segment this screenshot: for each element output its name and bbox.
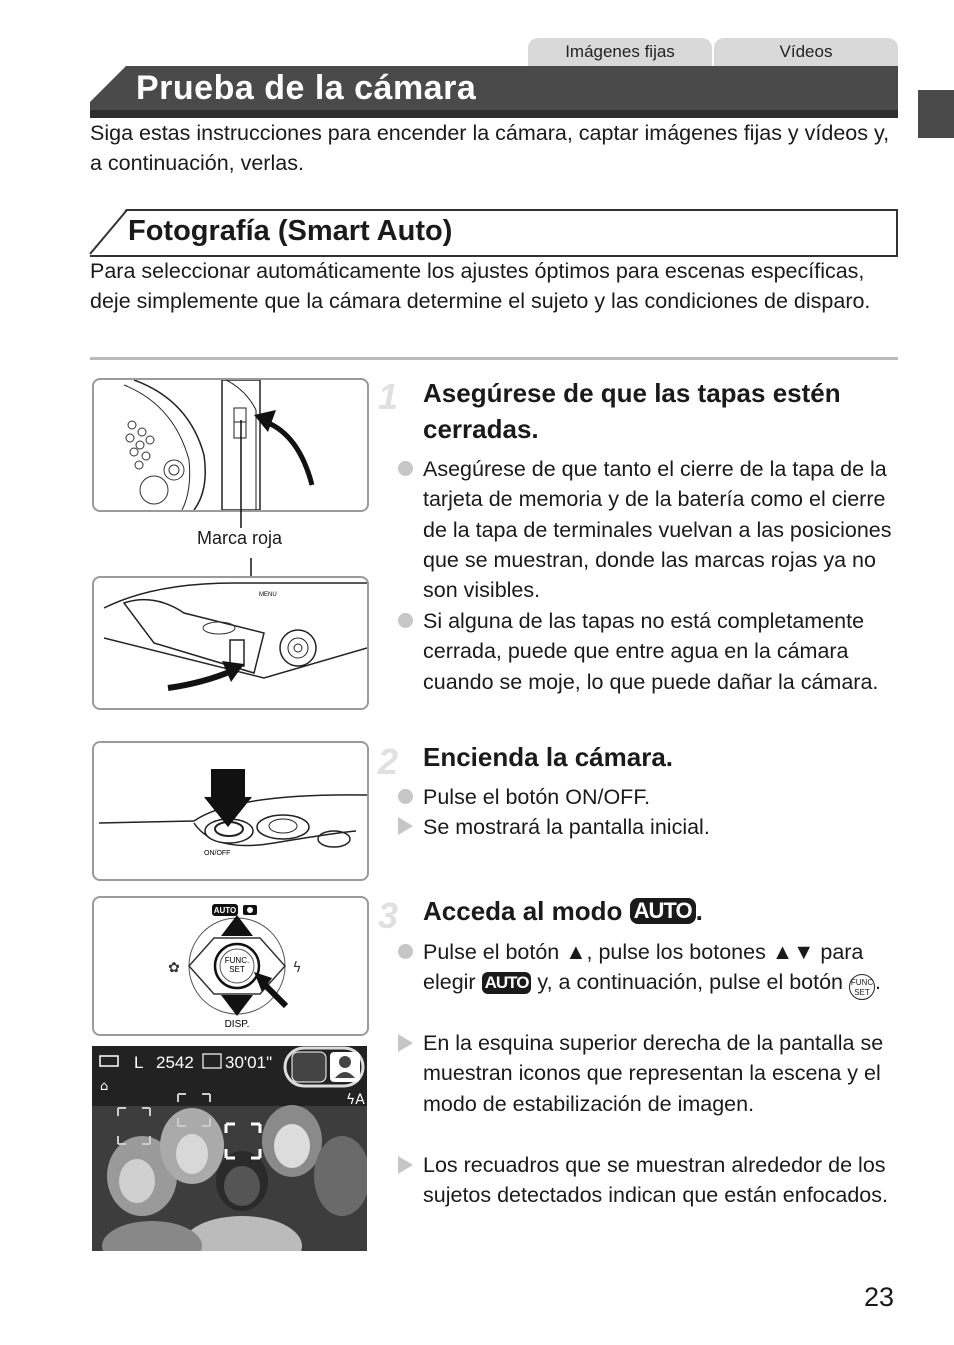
caption-red-mark: Marca roja [197,528,283,548]
up-down-arrows-icon: ▲▼ [771,940,815,964]
bullet-dot [398,944,413,959]
auto-mode-icon: AUTO [630,898,696,924]
step-2-title: Encienda la cámara. [423,742,674,772]
intro-text: Siga estas instrucciones para encender la cámara, captar imágenes fijas y vídeos y, a continuación, verlas. [90,121,890,175]
up-arrow-icon: ▲ [565,940,587,964]
svg-text:FUNC.: FUNC. [224,956,250,965]
figure-lcd-screen [92,1046,367,1251]
tab-still-images: Imágenes fijas [528,38,712,66]
figure-control-dial [92,896,369,1036]
dial-disp-label: DISP. [224,1019,250,1030]
step-1-item-2: Si alguna de las tapas no está completamente cerrada, puede que entre agua en la cámara cuando se moje, lo que puede dañar la cámara. [423,609,879,694]
section-title: Fotografía (Smart Auto) [128,215,453,247]
step-3-item-1: Pulse el botón ▲, pulse los botones ▲▼ para elegir AUTO y, a continuación, pulse el botón FUNC SET . [423,937,901,1000]
figure-onoff-button [92,741,369,881]
step-number-3: 3 [378,895,399,936]
bullet-triangle [398,1034,413,1052]
svg-text:✿: ✿ [168,960,180,976]
onoff-label: ON/OFF [204,850,231,857]
bullet-triangle [398,1156,413,1174]
step-2-item-2: Se mostrará la pantalla inicial. [423,815,710,839]
dial-auto-label: AUTO [213,906,237,915]
step-3-item-3: Los recuadros que se muestran alrededor de los sujetos detectados indican que están enfocados. [423,1153,888,1208]
bullet-dot [398,461,413,476]
svg-text:ϟ: ϟ [292,960,302,976]
step-number-1: 1 [378,376,399,417]
lcd-shots: 2542 [156,1053,194,1072]
lcd-time: 30'01" [225,1053,273,1072]
lcd-size: L [134,1053,144,1072]
menu-label: MENU [259,592,277,598]
page-title: Prueba de la cámara [136,69,477,107]
section-heading-box [90,209,898,257]
tab-videos: Vídeos [714,38,898,66]
chapter-side-tab [918,90,954,138]
bullet-dot [398,789,413,804]
bullet-triangle [398,817,413,835]
step-2-item-1: Pulse el botón ON/OFF. [423,785,651,809]
section-text: Para seleccionar automáticamente los ajustes óptimos para escenas específicas, deje simplemente que la cámara determine el sujeto y las condiciones de disparo. [90,259,871,313]
step-1-item-1: Asegúrese de que tanto el cierre de la tapa de la tarjeta de memoria y de la batería como el cierre de la tapa de terminales vuelvan a las posiciones que se muestran, donde las marcas rojas ya no son visibles. [423,457,892,603]
section-corner-cut [88,207,128,257]
func-set-icon: FUNC SET [849,974,875,1000]
divider [90,357,898,360]
svg-text:⌂: ⌂ [100,1079,109,1094]
title-bar [90,66,898,118]
svg-text:ϟA: ϟA [346,1092,365,1108]
svg-text:SET: SET [229,965,245,974]
step-1-title: Asegúrese de que las tapas estén cerradas. [423,378,841,444]
page-number: 23 [864,1282,895,1312]
step-3-item-2: En la esquina superior derecha de la pantalla se muestran iconos que representan la escena y el modo de estabilización de imagen. [423,1031,884,1116]
step-number-2: 2 [378,741,399,782]
bullet-dot [398,613,413,628]
auto-mode-icon: AUTO [482,972,532,994]
step-3-title: Acceda al modo AUTO . [423,896,703,926]
figure-terminal-cover [92,576,369,710]
